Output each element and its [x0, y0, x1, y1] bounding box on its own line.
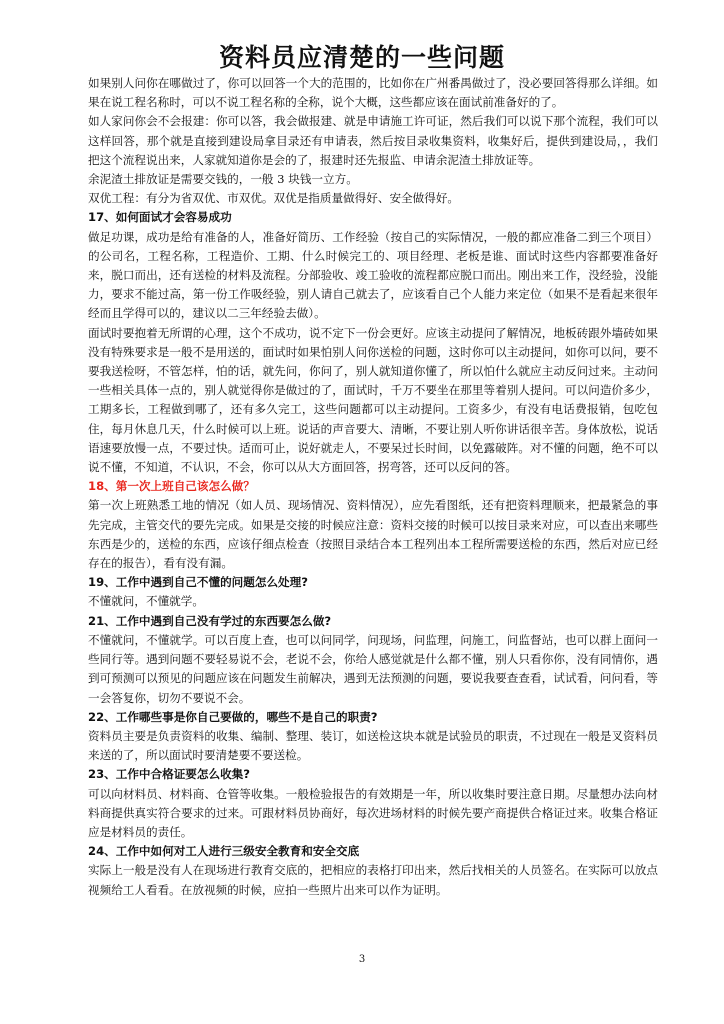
- paragraph: 如人家问你会不会报建：你可以答，我会做报建、就是申请施工许可证，然后我们可以说下那个流程，我们可以这样回答，那个就是直接到建设局拿目录还有申请表，然后按目录收集资料，收集好后，提供到建设局，，我们把这个流程说出来，人家就知道你是会的了，报建时还先报监、申请余泥渣土排放证等。: [88, 114, 658, 167]
- paragraph: 实际上一般是没有人在现场进行教育交底的，把相应的表格打印出来，然后找相关的人员签名。在实际可以放点视频给工人看看。在放视频的时候，应拍一些照片出来可以作为证明。: [88, 863, 658, 897]
- paragraph: 做足功课，成功是给有准备的人，准备好简历、工作经验（按自己的实际情况，一般的都应准备二到三个项目）的公司名，工程名称，工程造价、工期、什么时候完工的、项目经理、老板是谁、面试时这些内容都要准备好来，脱口而出，还有送检的材料及流程。分部验收、竣工验收的流程都应脱口而出。刚出来工作，没经验，没能力，要求不能过高，第一份工作吸经验，别人请自己就去了，应该看自己个人能力来定位（如果不是看起来很年经而且学得可以的，建议以二三年经验去做）。: [88, 229, 658, 321]
- section-heading-24: 24、工作中如何对工人进行三级安全教育和安全交底: [88, 844, 360, 859]
- section-heading-19: 19、工作中遇到自己不懂的问题怎么处理?: [88, 575, 308, 590]
- document-body: [88, 74, 658, 900]
- page-number: 3: [358, 954, 366, 965]
- paragraph: 余泥渣土排放证是需要交钱的，一般 3 块钱一立方。: [88, 172, 358, 187]
- paragraph: 可以向材料员、材料商、仓管等收集。一般检验报告的有效期是一年，所以收集时要注意日期。尽量想办法向材料商提供真实符合要求的过来。可跟材料员协商好，每次进场材料的时候先要产商提供合格证过来。收集合格证应是材料员的责任。: [88, 786, 658, 839]
- paragraph: 资料员主要是负责资料的收集、编制、整理、装订，如送检这块本就是试验员的职责，不过现在一般是叉资料员来送的了，所以面试时要清楚要不要送检。: [88, 728, 658, 763]
- paragraph: 不懂就问，不懂就学。: [88, 594, 204, 609]
- paragraph: 双优工程：有分为省双优、市双优。双优是指质量做得好、安全做得好。: [88, 191, 460, 206]
- section-heading-23: 23、工作中合格证要怎么收集?: [88, 767, 250, 782]
- paragraph: 如果别人问你在哪做过了，你可以回答一个大的范围的，比如你在广州番禺做过了，没必要回答得那么详细。如果在说工程名称时，可以不说工程名称的全称，说个大概，这些都应该在面试前准备好的了。: [88, 76, 658, 110]
- section-heading-17: 17、如何面试才会容易成功: [88, 210, 232, 225]
- section-heading-22: 22、工作哪些事是你自己要做的，哪些不是自己的职责?: [88, 709, 378, 724]
- section-heading-18: 18、第一次上班自己该怎么做？: [88, 479, 255, 494]
- paragraph: 不懂就问，不懂就学。可以百度上查，也可以问同学，问现场，问监理，问施工，问监督站，也可以群上面问一些同行等。遇到问题不要轻易说不会，老说不会，你给人感觉就是什么都不懂，别人只看你你，没有同情你，遇到可预测可以预见的问题应该在问题发生前解决，遇到无法预测的问题，要说我要查查看，试试看，问问看，等一会答复你，切勿不要说不会。: [88, 632, 658, 705]
- section-heading-21: 21、工作中遇到自己没有学过的东西要怎么做?: [88, 613, 332, 628]
- document-title: 资料员应清楚的一些问题: [218, 43, 505, 72]
- paragraph: 面试时要抱着无所谓的心理，这个不成功，说不定下一份会更好。应该主动提问了解情况，地板砖跟外墙砖如果没有特殊要求是一般不是用送的，面试时如果怕别人问你送检的问题，这时你可以主动提问，如你可以问，要不要我送检呀，不管怎样，怕的话，就先问，你问了，别人就知道你懂了，所以怕什么就应主动反问过来。主动问一些相关具体一点的，别人就觉得你是做过的了，面试时，千万不要坐在那里等着别人提问。可以问造价多少，工期多长，工程做到哪了，还有多久完工，这些问题都可以主动提问。工资多少，有没有电话费报销，包吃包住，每月休息几天，什么时候可以上班。说话的声音要大、清晰，不要让别人听你讲话很辛苦。身体放松，说话语速要放慢一点，不要过快。适而可止，说好就走人，不要呆过长时间，以免露破阵。对不懂的问题，绝不可以说不懂，不知道，不认识，不会，你可以从大方面回答，拐弯答，还可以反问的答。: [88, 325, 658, 475]
- paragraph: 第一次上班熟悉工地的情况（如人员、现场情况、资料情况），应先看图纸，还有把资料理顺来，把最紧急的事先完成，主管交代的要先完成。如果是交接的时候应注意：资料交接的时候可以按目录来对应，可以查出来哪些东西是少的，送检的东西，应该仔细点检查（按照目录结合本工程列出本工程所需要送检的东西，然后对应已经存在的报告），看有没有漏。: [88, 498, 658, 571]
